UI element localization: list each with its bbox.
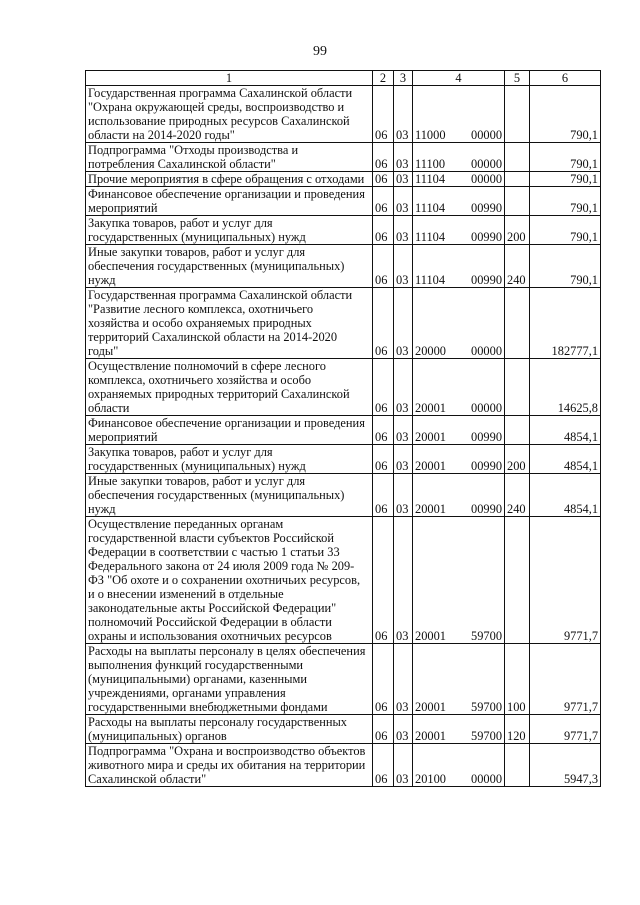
row-section-code: 06 [373,86,394,143]
row-name: Финансовое обеспечение организации и проведения мероприятий [86,416,373,445]
row-subsection-code: 03 [394,715,413,744]
row-name: Иные закупки товаров, работ и услуг для обеспечения государственных (муниципальных) нужд [86,474,373,517]
row-target-article-subcode: 00990 [457,187,505,216]
row-name: Расходы на выплаты персоналу в целях обеспечения выполнения функций государственными (муниципальными) органами, казенными учреждениями, органами управления государственными внебюджетными фондами [86,644,373,715]
row-subsection-code: 03 [394,744,413,787]
row-subsection-code: 03 [394,216,413,245]
row-target-article-code: 20001 [413,359,457,416]
row-name: Осуществление полномочий в сфере лесного комплекса, охотничьего хозяйства и особо охраняемых природных территорий Сахалинской области [86,359,373,416]
table-row [86,445,601,474]
row-target-article-subcode: 00000 [457,288,505,359]
row-name: Закупка товаров, работ и услуг для государственных (муниципальных) нужд [86,445,373,474]
table-row [86,744,601,787]
header-col-5: 5 [505,71,530,86]
row-subsection-code: 03 [394,172,413,187]
row-expense-type-code: 200 [505,445,530,474]
table-row [86,245,601,288]
row-section-code: 06 [373,359,394,416]
row-target-article-subcode: 59700 [457,644,505,715]
row-target-article-code: 11104 [413,172,457,187]
header-col-4: 4 [413,71,505,86]
row-expense-type-code [505,416,530,445]
row-amount: 790,1 [530,143,601,172]
row-amount: 14625,8 [530,359,601,416]
row-section-code: 06 [373,715,394,744]
row-name: Подпрограмма "Охрана и воспроизводство объектов животного мира и среды их обитания на территории Сахалинской области" [86,744,373,787]
row-section-code: 06 [373,445,394,474]
row-amount: 790,1 [530,86,601,143]
row-target-article-subcode: 00990 [457,445,505,474]
row-target-article-subcode: 00000 [457,744,505,787]
row-amount: 9771,7 [530,715,601,744]
row-subsection-code: 03 [394,143,413,172]
table-row [86,288,601,359]
row-expense-type-code [505,744,530,787]
row-target-article-code: 20001 [413,715,457,744]
row-subsection-code: 03 [394,644,413,715]
table-row [86,715,601,744]
row-target-article-code: 11100 [413,143,457,172]
row-amount: 9771,7 [530,517,601,644]
row-subsection-code: 03 [394,416,413,445]
header-col-6: 6 [530,71,601,86]
row-target-article-subcode: 00990 [457,474,505,517]
row-expense-type-code: 240 [505,474,530,517]
row-section-code: 06 [373,187,394,216]
row-target-article-code: 11104 [413,216,457,245]
row-name: Государственная программа Сахалинской области "Развитие лесного комплекса, охотничьего хозяйства и особо охраняемых природных территорий Сахалинской области на 2014-2020 годы" [86,288,373,359]
row-section-code: 06 [373,216,394,245]
row-section-code: 06 [373,288,394,359]
row-target-article-code: 20000 [413,288,457,359]
row-amount: 790,1 [530,216,601,245]
row-amount: 790,1 [530,245,601,288]
row-subsection-code: 03 [394,86,413,143]
row-subsection-code: 03 [394,288,413,359]
row-target-article-subcode: 59700 [457,517,505,644]
row-section-code: 06 [373,245,394,288]
table-row [86,216,601,245]
row-target-article-subcode: 00990 [457,216,505,245]
row-amount: 4854,1 [530,445,601,474]
row-name: Финансовое обеспечение организации и проведения мероприятий [86,187,373,216]
row-target-article-code: 20001 [413,416,457,445]
row-target-article-subcode: 00000 [457,86,505,143]
row-name: Прочие мероприятия в сфере обращения с отходами [86,172,373,187]
row-expense-type-code: 120 [505,715,530,744]
row-section-code: 06 [373,474,394,517]
header-col-1: 1 [86,71,373,86]
row-section-code: 06 [373,143,394,172]
row-amount: 5947,3 [530,744,601,787]
row-section-code: 06 [373,416,394,445]
row-expense-type-code [505,359,530,416]
header-col-3: 3 [394,71,413,86]
row-amount: 790,1 [530,187,601,216]
table-row [86,172,601,187]
row-target-article-code: 20001 [413,644,457,715]
page-number: 99 [313,44,327,59]
header-col-2: 2 [373,71,394,86]
row-target-article-code: 11104 [413,187,457,216]
row-section-code: 06 [373,517,394,644]
row-name: Осуществление переданных органам государственной власти субъектов Российской Федерации в соответствии с частью 1 статьи 33 Федерального закона от 24 июля 2009 года № 209- ФЗ "Об охоте и о сохранении охотничьих ресурсов, и о внесении изменений в отдельные законодательные акты Российской Федерации" полномочий Российской Федерации в области охраны и использования охотничьих ресурсов [86,517,373,644]
row-section-code: 06 [373,172,394,187]
row-target-article-subcode: 00000 [457,359,505,416]
row-section-code: 06 [373,644,394,715]
row-subsection-code: 03 [394,517,413,644]
row-amount: 4854,1 [530,474,601,517]
row-expense-type-code [505,172,530,187]
row-target-article-code: 11000 [413,86,457,143]
row-name: Закупка товаров, работ и услуг для государственных (муниципальных) нужд [86,216,373,245]
row-target-article-code: 20001 [413,517,457,644]
row-subsection-code: 03 [394,474,413,517]
row-target-article-subcode: 00000 [457,143,505,172]
row-amount: 182777,1 [530,288,601,359]
row-expense-type-code [505,187,530,216]
row-subsection-code: 03 [394,245,413,288]
row-subsection-code: 03 [394,359,413,416]
header-row [86,71,601,86]
row-target-article-code: 20001 [413,474,457,517]
row-amount: 790,1 [530,172,601,187]
row-expense-type-code: 100 [505,644,530,715]
row-expense-type-code [505,143,530,172]
row-expense-type-code [505,517,530,644]
row-target-article-subcode: 00990 [457,416,505,445]
row-target-article-code: 20100 [413,744,457,787]
table-row [86,474,601,517]
table-row [86,86,601,143]
budget-table [85,70,601,787]
row-subsection-code: 03 [394,187,413,216]
row-subsection-code: 03 [394,445,413,474]
row-section-code: 06 [373,744,394,787]
table-row [86,416,601,445]
table-row [86,359,601,416]
row-expense-type-code [505,288,530,359]
row-target-article-subcode: 59700 [457,715,505,744]
row-name: Расходы на выплаты персоналу государственных (муниципальных) органов [86,715,373,744]
row-expense-type-code [505,86,530,143]
row-target-article-subcode: 00990 [457,245,505,288]
row-target-article-code: 20001 [413,445,457,474]
row-target-article-code: 11104 [413,245,457,288]
row-name: Подпрограмма "Отходы производства и потребления Сахалинской области" [86,143,373,172]
row-amount: 4854,1 [530,416,601,445]
table-row [86,187,601,216]
row-name: Иные закупки товаров, работ и услуг для обеспечения государственных (муниципальных) нужд [86,245,373,288]
table-row [86,143,601,172]
table-row [86,644,601,715]
row-expense-type-code: 200 [505,216,530,245]
table-row [86,517,601,644]
row-name: Государственная программа Сахалинской области "Охрана окружающей среды, воспроизводство и использование природных ресурсов Сахалинской области на 2014-2020 годы" [86,86,373,143]
row-amount: 9771,7 [530,644,601,715]
row-expense-type-code: 240 [505,245,530,288]
row-target-article-subcode: 00000 [457,172,505,187]
